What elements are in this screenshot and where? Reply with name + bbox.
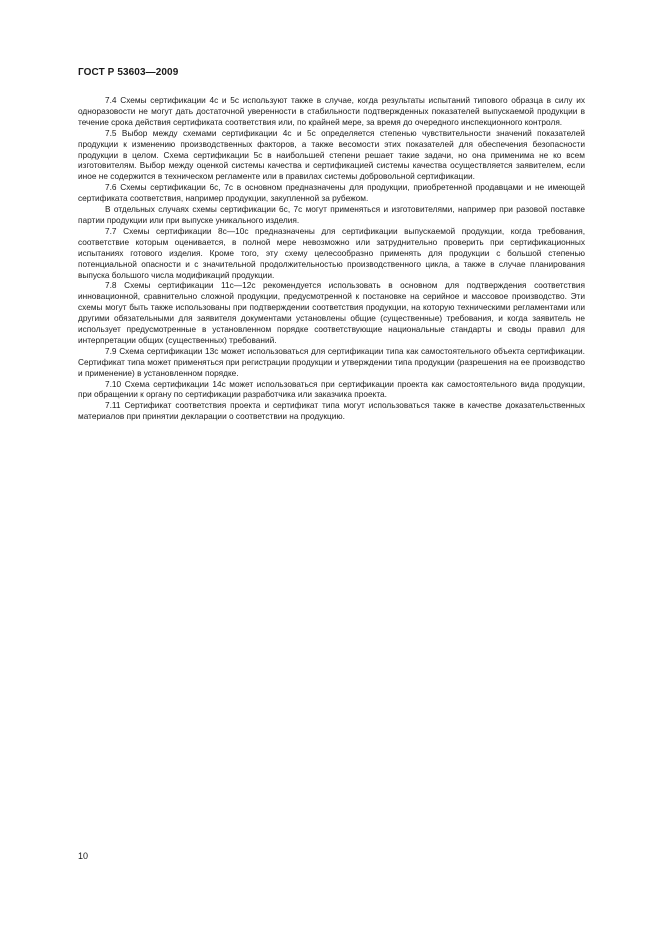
paragraph-7-11: 7.11 Сертификат соответствия проекта и сертификат типа могут использоваться также в качестве доказательственных материалов при принятии декларации о соответствии на продукцию.: [78, 400, 585, 422]
paragraph-7-6: 7.6 Схемы сертификации 6с, 7с в основном предназначены для продукции, приобретенной продавцами и не имеющей сертификата соответствия, например продукции, закупленной за рубежом.: [78, 182, 585, 204]
paragraph-7-9: 7.9 Схема сертификации 13с может использоваться для сертификации типа как самостоятельного объекта сертификации. Сертификат типа может применяться при регистрации продукции и утверждении типа продукции (разрешения на ее производство и применение) в установленном порядке.: [78, 345, 585, 378]
document-header: ГОСТ Р 53603—2009: [78, 67, 179, 78]
document-body: [78, 95, 585, 422]
paragraph-7-5: 7.5 Выбор между схемами сертификации 4с и 5с определяется степенью чувствительности значений показателей продукции к изменению производственных факторов, а также весомости этих показателей для обеспечения безопасности продукции в целом. Схема сертификации 5с в наибольшей степени решает такие задачи, но она применима не ко всем изготовителям. Выбор между оценкой системы качества и сертификацией системы качества осуществляется заявителем, если иное не содержится в техническом регламенте или в правилах системы добровольной сертификации.: [78, 127, 585, 182]
paragraph-7-4: 7.4 Схемы сертификации 4с и 5с используют также в случае, когда результаты испытаний типового образца в силу их одноразовости не могут дать достаточной уверенности в стабильности подтвержденных показателей выпускаемой продукции в течение срока действия сертификата соответствия или, по крайней мере, за время до очередного инспекционного контроля.: [78, 95, 585, 127]
paragraph-7-8: 7.8 Схемы сертификации 11с—12с рекомендуется использовать в основном для подтверждения соответствия инновационной, сравнительно сложной продукции, предусмотренной к постановке на серийное и массовое производство. Эти схемы могут быть также использованы при подтверждении соответствия продукции, на которую техническими регламентами или другими обязательными для заявителя документами установлены общие (существенные) требования, и когда заявитель не использует предусмотренные в установленном порядке соответствующие национальные стандарты и своды правил для интерпретации общих (существенных) требований.: [78, 280, 585, 345]
page-number: 10: [78, 851, 89, 861]
paragraph-7-10: 7.10 Схема сертификации 14с может использоваться при сертификации проекта как самостоятельного вида продукции, при обращении к органу по сертификации разработчика или заказчика проекта.: [78, 378, 585, 400]
paragraph-7-7: 7.7 Схемы сертификации 8с—10с предназначены для сертификации выпускаемой продукции, когда требования, соответствие которым оценивается, в полной мере невозможно или затруднительно проверить при сертификационных испытаниях готового изделия. Кроме того, эту схему целесообразно применять для продукции с большой степенью потенциальной опасности и с значительной продолжительностью производственного цикла, а также в случае планирования выпуска большого числа модификаций продукции.: [78, 225, 585, 280]
paragraph-7-6-continued: В отдельных случаях схемы сертификации 6с, 7с могут применяться и изготовителями, например при разовой поставке партии продукции или при выпуске уникального изделия.: [78, 204, 585, 225]
